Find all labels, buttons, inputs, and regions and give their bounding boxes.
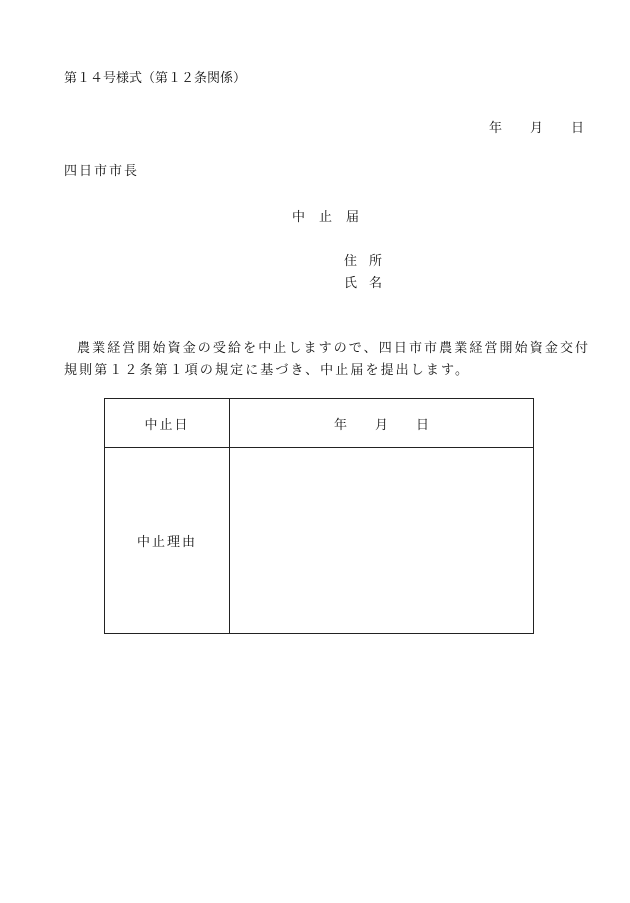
table-row	[105, 448, 534, 634]
submission-date	[489, 117, 584, 136]
date-year-label: 年	[488, 121, 502, 136]
cancel-date-month: 月	[374, 417, 388, 433]
form-table	[104, 398, 534, 634]
cancel-date-label: 中止日	[105, 399, 230, 448]
cancel-date-value	[334, 414, 429, 433]
signer-name-label: 氏名	[344, 276, 395, 291]
cancel-date-day: 日	[416, 417, 430, 433]
date-day-label: 日	[570, 121, 584, 136]
cancel-reason-label: 中止理由	[105, 448, 230, 634]
form-number: 第１４号様式（第１２条関係）	[64, 71, 247, 86]
addressee: 四日市市長	[64, 164, 140, 179]
signer-address-label: 住所	[344, 254, 395, 269]
date-month-label: 月	[529, 121, 543, 136]
document-title: 中止届	[292, 210, 374, 225]
body-text: 農業経営開始資金の受給を中止しますので、四日市市農業経営開始資金交付規則第１２条第１項の規定に基づき、中止届を提出します。	[64, 341, 591, 378]
cancel-date-field[interactable]	[230, 399, 534, 448]
cancel-date-year: 年	[333, 417, 347, 433]
table-row	[105, 399, 534, 448]
cancel-reason-field[interactable]	[230, 448, 534, 634]
